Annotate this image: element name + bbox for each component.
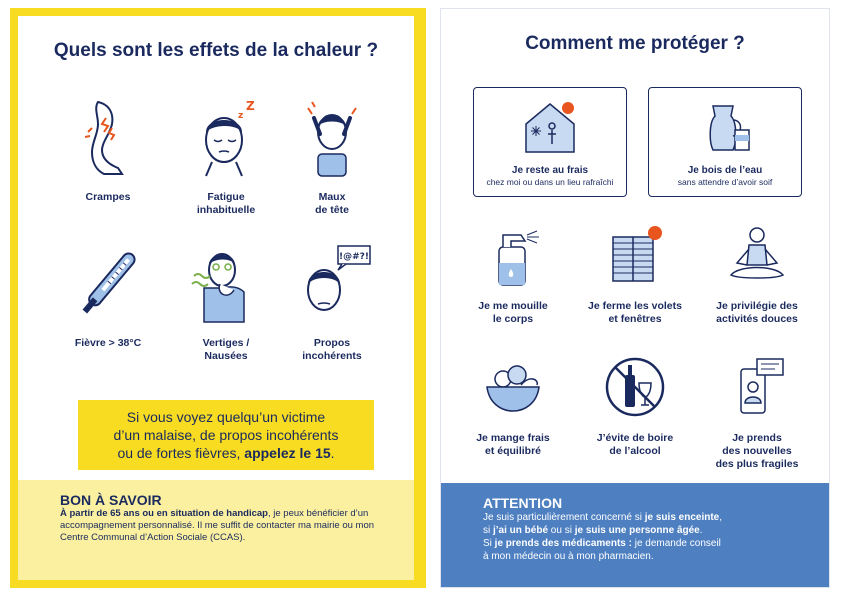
shutters-icon <box>603 223 667 287</box>
effect-label: Maux de tête <box>315 191 349 216</box>
svg-text:z: z <box>238 111 244 121</box>
bon-a-savoir-body: , je peux bénéficier d’un accompagnement personnalisé. Il me suffit de contacter ma mairie ou mon Centre Communal d’Action Sociale (CCAS). <box>60 508 375 543</box>
attention-bold: je prends des médicaments : <box>494 538 632 549</box>
tip-label: Je ferme les volets et fenêtres <box>588 300 682 325</box>
bon-a-savoir-bold: À partir de 65 ans ou en situation de handicap <box>60 508 268 519</box>
effect-fatigue <box>166 98 286 217</box>
effect-headache <box>272 98 392 217</box>
tip-subtitle: sans attendre d’avoir soif <box>677 177 773 187</box>
thermometer-icon <box>68 244 148 324</box>
attention-text: si <box>483 525 493 536</box>
effect-confusion <box>272 244 392 363</box>
attention-text: , <box>719 512 723 523</box>
headache-icon <box>292 98 372 178</box>
effect-label: Vertiges / Nausées <box>202 337 250 362</box>
tip-gentle-activities <box>697 223 817 326</box>
callout-line: d’un malaise, de propos incohérents <box>113 427 339 443</box>
svg-text:Z: Z <box>246 99 255 113</box>
house-cool-icon <box>520 96 580 156</box>
tip-label: J’évite de boire de l’alcool <box>596 432 674 457</box>
tip-title: Je reste au frais <box>511 165 589 176</box>
attention-line: à mon médecin ou à mon pharmacien. <box>483 551 654 562</box>
effect-label: Crampes <box>85 191 131 203</box>
tip-check-on-fragile <box>697 355 817 471</box>
protection-panel <box>440 8 830 588</box>
callout-emphasis: appelez le 15 <box>244 445 331 461</box>
attention-line <box>483 511 809 524</box>
tip-label: Je prends des nouvelles des plus fragiles <box>715 432 799 470</box>
attention-text: Si <box>483 538 495 549</box>
no-alcohol-icon <box>603 355 667 419</box>
tip-box-stay-cool <box>473 87 627 197</box>
sleepy-face-icon <box>186 98 266 178</box>
attention-line <box>483 537 809 550</box>
spray-bottle-icon <box>481 223 545 287</box>
attention-heading: ATTENTION <box>483 495 563 511</box>
protection-title: Comment me protéger ? <box>525 33 745 54</box>
effect-label: Fièvre > 38°C <box>74 337 142 349</box>
callout-text: ou de fortes fièvres, <box>117 445 245 461</box>
attention-text: . <box>699 525 703 536</box>
confused-speech-icon <box>292 244 372 324</box>
phone-message-icon <box>725 355 789 419</box>
effect-cramps <box>48 98 168 204</box>
tip-box-drink-water <box>648 87 802 197</box>
heat-effects-title: Quels sont les effets de la chaleur ? <box>53 40 379 61</box>
tip-label: Je privilégie des activités douces <box>716 300 798 325</box>
call-15-callout <box>78 400 374 470</box>
effect-dizziness <box>166 244 286 363</box>
fruit-bowl-icon <box>481 355 545 419</box>
tip-label: Je mange frais et équilibré <box>476 432 550 457</box>
attention-bold: je suis enceinte <box>644 512 720 523</box>
tip-subtitle: chez moi ou dans un lieu rafraîchi <box>486 177 614 187</box>
bon-a-savoir-heading: BON À SAVOIR <box>60 492 162 508</box>
meditation-icon <box>725 223 789 287</box>
attention-bold: j’ai un bébé <box>493 525 549 536</box>
callout-line <box>78 444 374 462</box>
speech-text: !@#?! <box>339 252 369 262</box>
heat-effects-panel <box>10 8 426 588</box>
attention-text: je demande conseil <box>631 538 721 549</box>
bon-a-savoir-section <box>18 480 414 580</box>
tip-avoid-alcohol <box>575 355 695 458</box>
attention-bold: je suis une personne âgée <box>574 525 700 536</box>
bon-a-savoir-text <box>60 508 374 544</box>
tip-close-shutters <box>575 223 695 326</box>
attention-section <box>441 483 829 587</box>
tip-title: Je bois de l’eau <box>687 165 763 176</box>
tip-label: Je me mouille le corps <box>478 300 548 325</box>
attention-text: ou si <box>548 525 575 536</box>
tip-wet-body <box>453 223 573 326</box>
callout-text: . <box>330 445 335 461</box>
tip-eat-fresh <box>453 355 573 458</box>
attention-line <box>483 524 809 537</box>
effect-label: Fatigue inhabituelle <box>196 191 256 216</box>
effect-fever <box>48 244 168 350</box>
leg-cramp-icon <box>68 98 148 178</box>
water-jug-icon <box>695 96 755 156</box>
effect-label: Propos incohérents <box>302 337 362 362</box>
dizzy-person-icon <box>186 244 266 324</box>
attention-text: Je suis particulièrement concerné si <box>483 512 645 523</box>
callout-line: Si vous voyez quelqu’un victime <box>126 409 326 425</box>
